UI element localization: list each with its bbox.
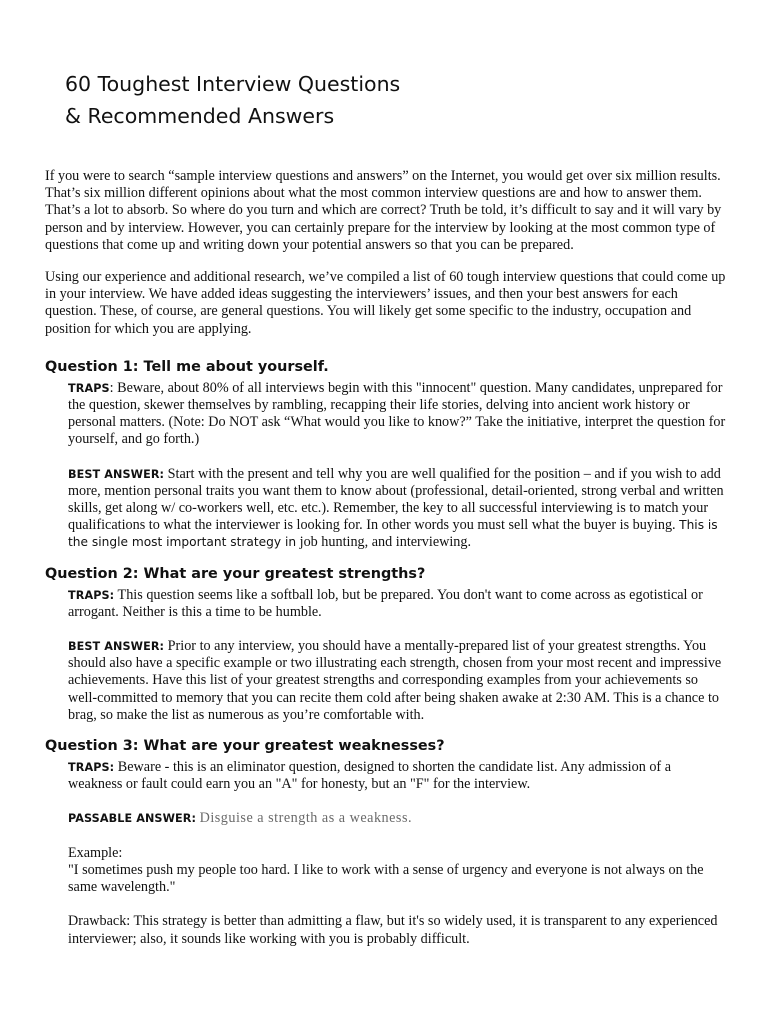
best-answer-label: BEST ANSWER: bbox=[68, 640, 165, 654]
traps-text: Beware - this is an eliminator question, designed to shorten the candidate list. Any admission of a weakness or fault could earn you an "A" for honesty, but an "F" for the interview. bbox=[68, 759, 671, 793]
traps-separator: : bbox=[109, 379, 118, 396]
question-2-traps bbox=[68, 587, 728, 621]
traps-text: Beware, about 80% of all interviews begin with this "innocent" question. Many candidates, unprepared for the question, skewer themselves by rambling, recapping their life stories, delving into ancient work history or personal matters. (Note: Do NOT ask “What would you like to know?” Take the initiative, interpret the question for yourself, and go forth.) bbox=[68, 379, 726, 448]
intro-paragraph-1: If you were to search “sample interview questions and answers” on the Internet, you would get over six million results. That’s six million different opinions about what the most common interview questions are and how to answer them. That’s a lot to absorb. So where do you turn and which are correct? Truth be told, it’s difficult to say and it will vary by person and by interview. However, you can certainly prepare for the interview by looking at the most common type of questions that come up and writing down your potential answers so that you can be prepared. bbox=[45, 168, 722, 253]
question-3-example-text: "I sometimes push my people too hard. I like to work with a sense of urgency and everyone is not always on the same wavelength." bbox=[68, 861, 704, 896]
title-line-2: & Recommended Answers bbox=[65, 104, 335, 128]
question-3-heading: Question 3: What are your greatest weaknesses? bbox=[45, 738, 445, 755]
question-1-traps bbox=[68, 380, 728, 449]
best-answer-label: BEST ANSWER: bbox=[68, 467, 165, 481]
question-3-section bbox=[45, 736, 728, 948]
best-answer-text: Prior to any interview, you should have a mentally-prepared list of your greatest strengths. You should also have a specific example or two illustrating each strength, chosen from your most recent and impressive achievements. Have this list of your greatest strengths and corresponding examples from your achievements so well-committed to memory that you can recite them cold after being shaken awake at 2:30 AM. This is a chance to brag, so make the list as numerous as you’re comfortable with. bbox=[68, 638, 722, 723]
traps-label: TRAPS: bbox=[68, 761, 115, 775]
question-3-passable-answer bbox=[68, 810, 728, 827]
question-2-heading: Question 2: What are your greatest strengths? bbox=[45, 565, 426, 582]
question-3-drawback: Drawback: This strategy is better than admitting a flaw, but it's so widely used, it is transparent to any experienced interviewer; also, it sounds like working with you is probably difficult. bbox=[68, 913, 718, 947]
question-1-section bbox=[45, 357, 728, 552]
best-answer-emphasis: This is the single most important strategy in bbox=[68, 518, 718, 550]
passable-answer-label: PASSABLE ANSWER: bbox=[68, 812, 197, 826]
question-2-best-answer bbox=[68, 638, 728, 724]
question-1-heading: Question 1: Tell me about yourself. bbox=[45, 358, 329, 375]
traps-text: This question seems like a softball lob, but be prepared. You don't want to come across as egotistical or arrogant. Neither is this a time to be humble. bbox=[68, 586, 703, 620]
intro-paragraph-2: Using our experience and additional research, we’ve compiled a list of 60 tough interview questions that could come up in your interview. We have added ideas suggesting the interviewers’ issues, and then your best answers for each question. These, of course, are general questions. You will likely get some specific to the industry, occupation and position for which you are applying. bbox=[45, 269, 726, 337]
best-answer-tail: job hunting, and interviewing. bbox=[296, 534, 472, 551]
question-2-section bbox=[45, 564, 728, 724]
question-3-traps bbox=[68, 759, 728, 793]
question-3-body bbox=[68, 759, 728, 948]
passable-answer-text: Disguise a strength as a weakness. bbox=[199, 810, 413, 827]
question-1-body bbox=[68, 380, 728, 552]
question-2-body bbox=[68, 587, 728, 724]
best-answer-text: Start with the present and tell why you are well qualified for the position – and if you wish to add more, mention personal traits you want them to know about (professional, detail-oriented, strong verbal and written skills, get along w/ co-workers well, etc. etc.). Remember, the key to all successful interviewing is to match your qualifications to what the interviewer is looking for. In other words you must sell what the buyer is buying. bbox=[68, 465, 724, 534]
document-title bbox=[65, 68, 728, 132]
question-3-example-label: Example: bbox=[68, 844, 123, 861]
title-line-1: 60 Toughest Interview Questions bbox=[65, 72, 401, 96]
traps-label: TRAPS: bbox=[68, 588, 115, 602]
question-1-best-answer bbox=[68, 466, 728, 552]
traps-label: TRAPS bbox=[68, 381, 110, 395]
